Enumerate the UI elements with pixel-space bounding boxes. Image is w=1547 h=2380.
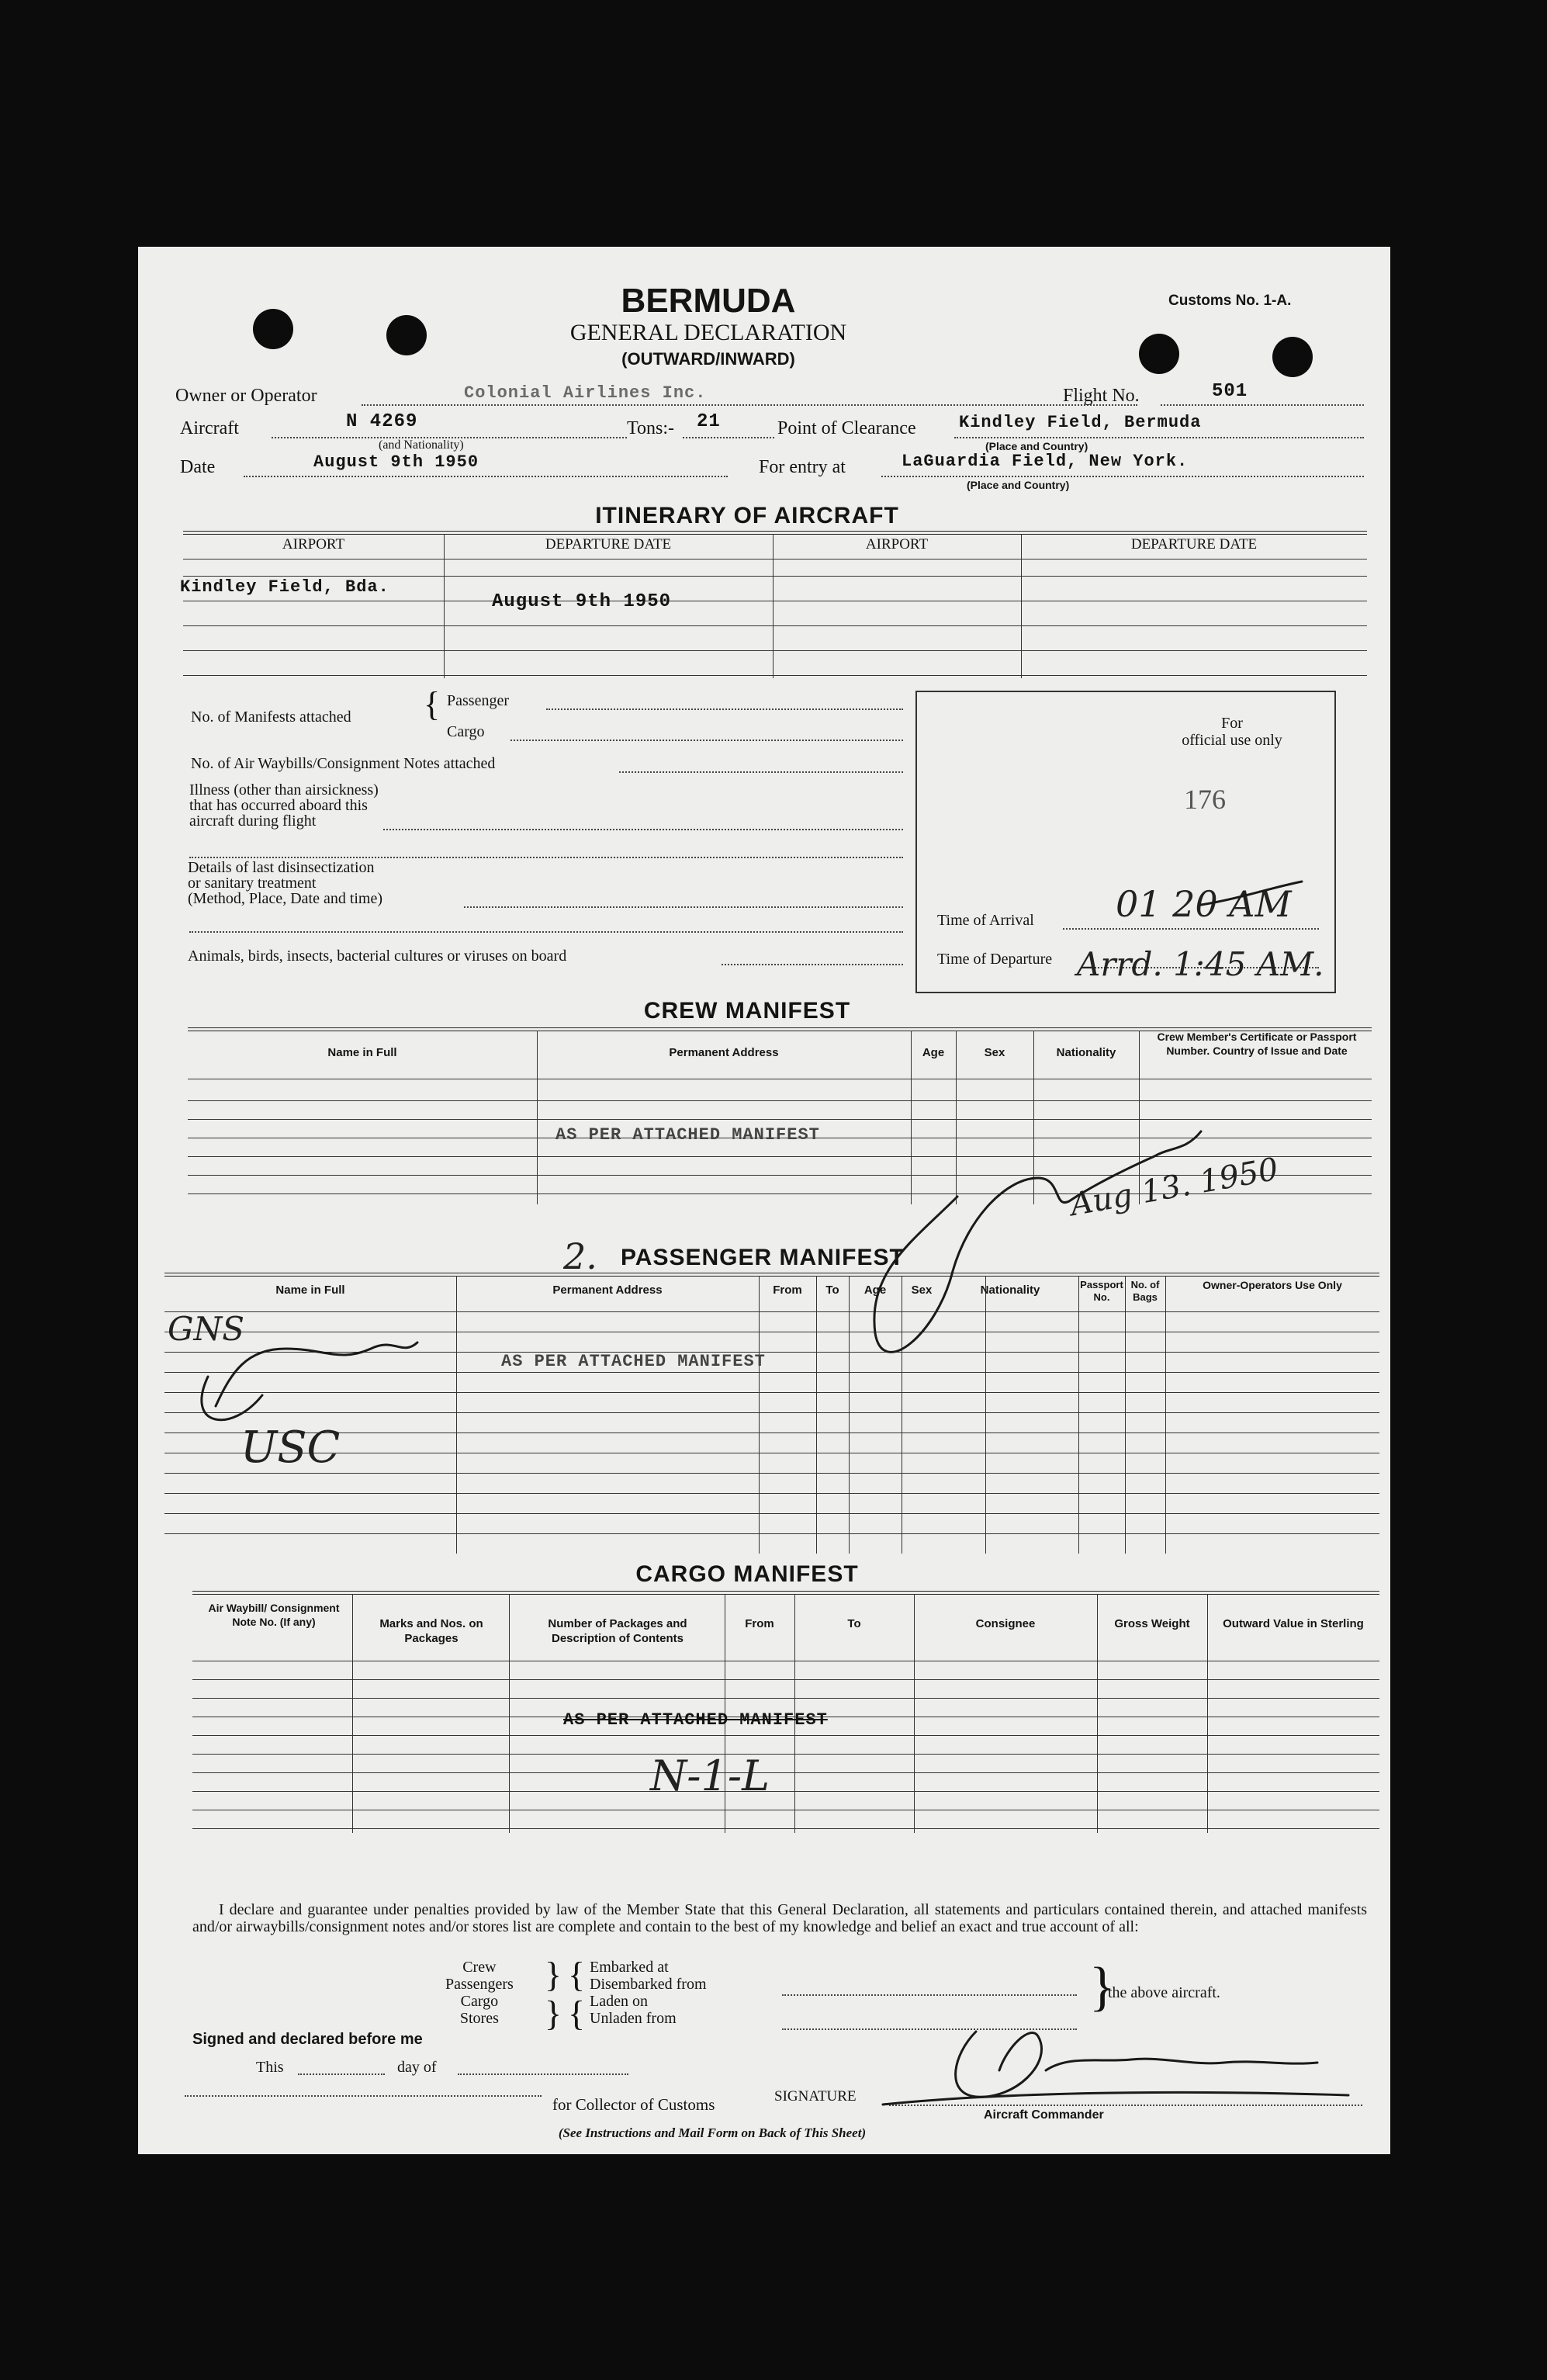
pax-stamp: AS PER ATTACHED MANIFEST (501, 1352, 766, 1371)
cargo-col-waybill: Air Waybill/ Consignment Note No. (If any) (208, 1602, 340, 1628)
cargo-col-weight: Gross Weight (1114, 1617, 1190, 1630)
brace: { (568, 1994, 586, 2033)
day-of-label: day of (397, 2059, 437, 2076)
cargo-col-from: From (745, 1617, 774, 1630)
pax-signature (216, 1342, 417, 1406)
passengers-item: Passengers (445, 1976, 514, 1993)
brace: } (545, 1994, 562, 2033)
collector-label: for Collector of Customs (552, 2095, 715, 2114)
pax-col-to: To (825, 1284, 839, 1297)
pax-col-passport: Passport No. (1080, 1279, 1123, 1304)
cargo-title: CARGO MANIFEST (635, 1561, 859, 1587)
signed-label: Signed and declared before me (192, 2031, 423, 2048)
tons-label: Tons:- (627, 418, 674, 438)
cargo-col-packages: Number of Packages and Description of Contents (548, 1617, 687, 1645)
official-number: 176 (1184, 784, 1226, 815)
crew-col-sex: Sex (984, 1046, 1005, 1059)
crew-item: Crew (462, 1959, 497, 1976)
itin-col-departure-2: DEPARTURE DATE (1130, 536, 1258, 553)
pax-loop (202, 1377, 262, 1420)
entry-label: For entry at (759, 457, 846, 477)
date-label: Date (180, 457, 216, 477)
disembarked-item: Disembarked from (590, 1976, 707, 1993)
crew-handwriting: Aug 13. 1950 (1068, 1151, 1282, 1224)
crew-col-passport: Crew Member's Certificate or Passport Number. Country of Issue and Date (1157, 1031, 1357, 1057)
declaration-text: I declare and guarantee under penalties provided by law of the Member State that this General Declaration, all statements and particulars contained therein, and attached manifests and/or airwaybills/consignment notes and/or stores list are complete and contain to the best of my knowledge and belief an exact and true account of all: (192, 1901, 1367, 1935)
passenger-label: Passenger (447, 692, 509, 709)
itin-col-departure: DEPARTURE DATE (545, 536, 672, 553)
clearance-value: Kindley Field, Bermuda (959, 413, 1202, 432)
passenger-title: PASSENGER MANIFEST (621, 1245, 905, 1270)
crew-col-name: Name in Full (327, 1046, 397, 1059)
stores-item: Stores (459, 2010, 499, 2027)
form-mode: (OUTWARD/INWARD) (621, 349, 795, 369)
cargo-col-marks: Marks and Nos. on Packages (379, 1617, 483, 1645)
pax-col-from: From (773, 1284, 802, 1297)
arrival-value: 01 20 AM (1116, 883, 1292, 925)
cargo-col-value: Outward Value in Sterling (1223, 1617, 1364, 1630)
signature-label: SIGNATURE (774, 2088, 857, 2105)
waybills-label: No. of Air Waybills/Consignment Notes attached (191, 755, 496, 772)
itinerary-title: ITINERARY OF AIRCRAFT (595, 503, 899, 528)
pax-col-nationality: Nationality (980, 1284, 1040, 1297)
pax-col-owner: Owner-Operators Use Only (1203, 1279, 1342, 1291)
passenger-prefix: 2. (563, 1235, 597, 1277)
crew-signature (874, 1131, 1201, 1352)
disinsect-3: (Method, Place, Date and time) (188, 890, 383, 907)
entry-value: LaGuardia Field, New York. (902, 452, 1189, 471)
this-label: This (256, 2059, 284, 2076)
cargo-col-to: To (847, 1617, 861, 1630)
clearance-sub: (Place and Country) (985, 440, 1088, 452)
captain-signature (956, 2032, 1317, 2097)
laden-item: Laden on (590, 1993, 648, 2010)
brace: } (1089, 1957, 1116, 2017)
aircraft-value: N 4269 (346, 411, 418, 432)
itin-departure-1: August 9th 1950 (492, 591, 672, 612)
cargo-item: Cargo (460, 1993, 499, 2010)
pax-col-sex: Sex (911, 1284, 933, 1297)
owner-value: Colonial Airlines Inc. (464, 383, 707, 403)
arrival-strike (1201, 882, 1302, 905)
pax-col-age: Age (863, 1284, 887, 1297)
official-label-1: For (1221, 715, 1243, 732)
crew-stamp: AS PER ATTACHED MANIFEST (555, 1125, 820, 1145)
form-title: BERMUDA (621, 282, 796, 320)
pax-col-address: Permanent Address (552, 1284, 663, 1297)
crew-col-nationality: Nationality (1056, 1046, 1116, 1059)
brace: { (568, 1955, 586, 1994)
illness-2: that has occurred aboard this (189, 797, 368, 814)
cargo-col-consignee: Consignee (975, 1617, 1036, 1630)
tons-value: 21 (697, 411, 721, 432)
owner-label: Owner or Operator (175, 386, 317, 406)
form-subtitle: GENERAL DECLARATION (569, 320, 847, 345)
captain-underline (883, 2092, 1348, 2105)
brace: } (545, 1955, 562, 1994)
crew-col-age: Age (922, 1046, 945, 1059)
pax-col-bags: No. of Bags (1130, 1279, 1160, 1304)
cargo-handwriting: N-1-L (650, 1751, 770, 1800)
disinsect-1: Details of last disinsectization (188, 859, 375, 876)
illness-3: aircraft during flight (189, 812, 317, 830)
itin-col-airport: AIRPORT (282, 536, 345, 553)
cargo-stamp: AS PER ATTACHED MANIFEST (563, 1710, 828, 1730)
departure-value: Arrd. 1:45 AM. (1077, 945, 1324, 983)
crew-title: CREW MANIFEST (643, 998, 851, 1024)
unladen-item: Unladen from (590, 2010, 677, 2027)
entry-sub: (Place and Country) (967, 479, 1070, 491)
commander-label: Aircraft Commander (984, 2108, 1104, 2122)
pax-handwriting-2: USC (241, 1422, 341, 1473)
date-value: August 9th 1950 (313, 452, 479, 472)
embarked-item: Embarked at (590, 1959, 669, 1976)
customs-number: Customs No. 1-A. (1168, 293, 1292, 309)
arrival-label: Time of Arrival (937, 912, 1034, 929)
aircraft-label: Aircraft (180, 418, 239, 438)
flight-label: Flight No. (1063, 386, 1140, 406)
animals-label: Animals, birds, insects, bacterial cultures or viruses on board (188, 947, 567, 965)
flight-value: 501 (1212, 381, 1248, 402)
itin-col-airport-2: AIRPORT (865, 536, 929, 553)
manifests-label: No. of Manifests attached (191, 708, 351, 726)
cargo-label: Cargo (447, 723, 485, 740)
clearance-label: Point of Clearance (777, 418, 916, 438)
aircraft-sub: (and Nationality) (379, 438, 464, 452)
brace: { (424, 685, 441, 723)
disinsect-2: or sanitary treatment (188, 875, 317, 892)
pax-col-name: Name in Full (275, 1284, 345, 1297)
crew-col-address: Permanent Address (669, 1046, 779, 1059)
declaration-form (138, 247, 1390, 2154)
official-label-2: official use only (1182, 732, 1282, 749)
the-above-aircraft: the above aircraft. (1108, 1984, 1220, 2001)
instructions-note: (See Instructions and Mail Form on Back of This Sheet) (558, 2125, 867, 2140)
handwriting-overlay (138, 247, 1390, 2154)
departure-label: Time of Departure (937, 951, 1053, 968)
illness-1: Illness (other than airsickness) (189, 781, 379, 799)
itin-airport-1: Kindley Field, Bda. (180, 577, 389, 597)
pax-handwriting-1: GNS (168, 1310, 245, 1348)
